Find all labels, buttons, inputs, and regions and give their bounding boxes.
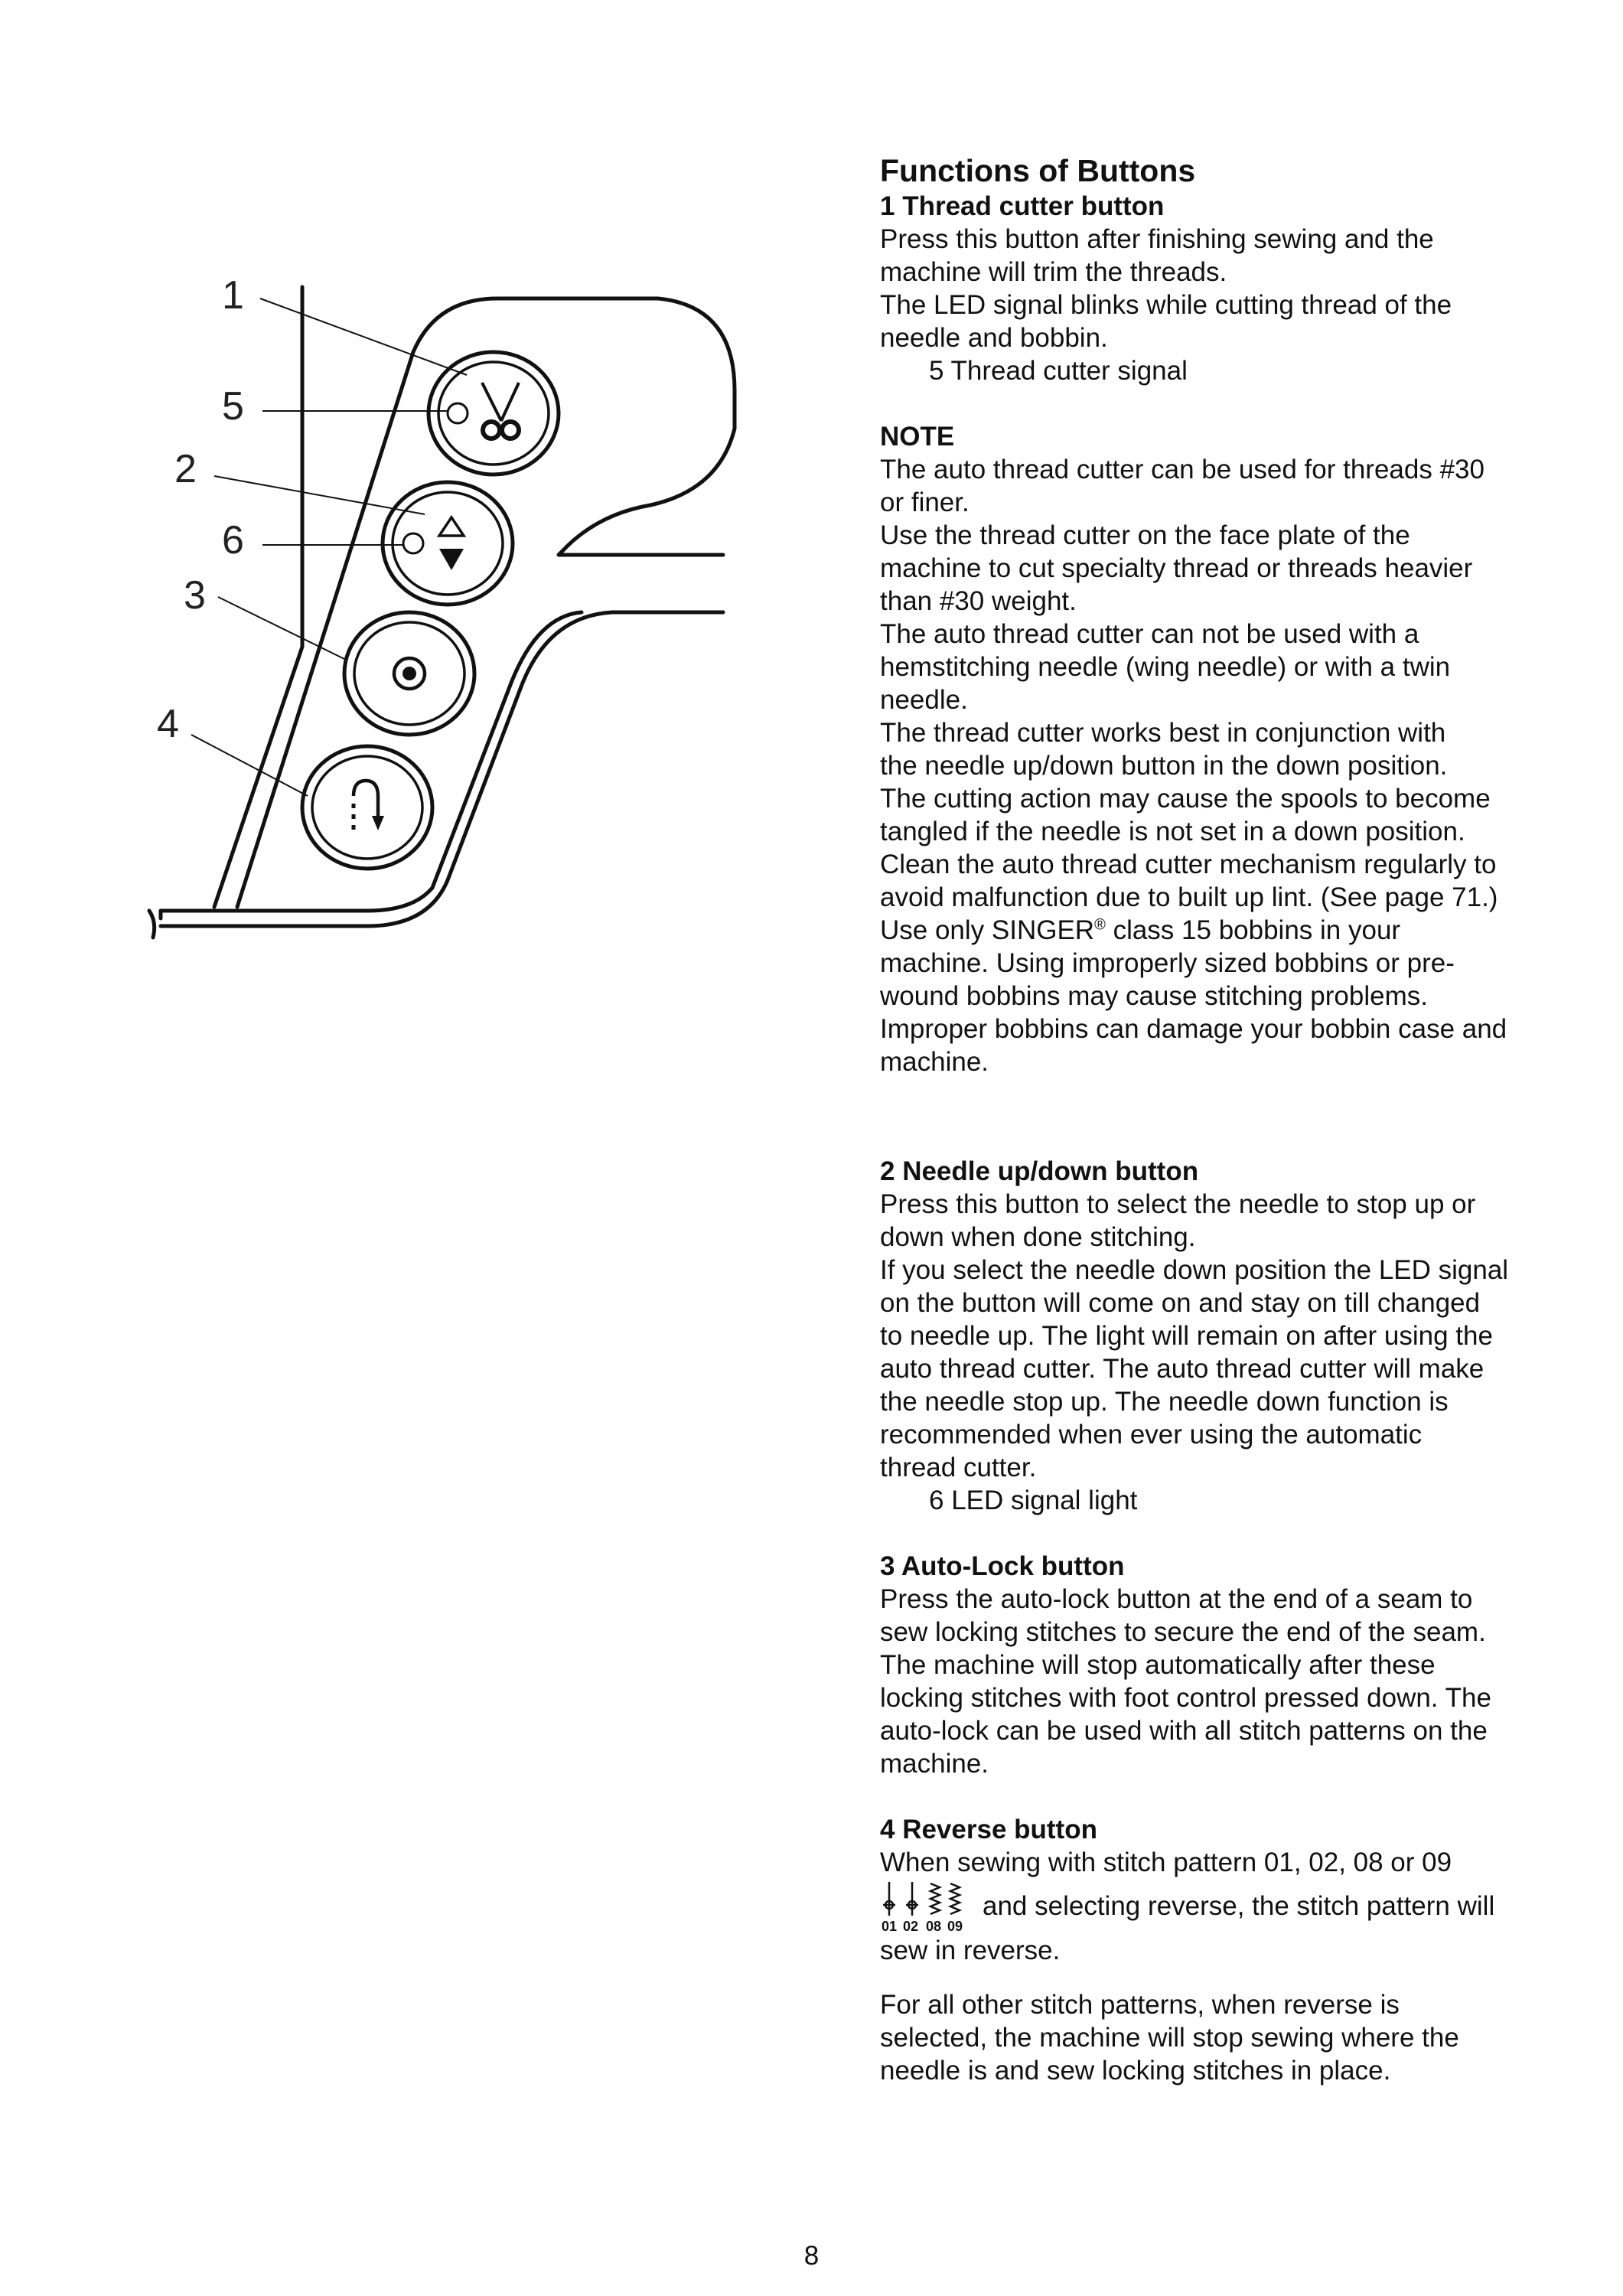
text-line: auto-lock can be used with all stitch patterns on the bbox=[880, 1716, 1488, 1746]
stitch-08-icon bbox=[930, 1883, 940, 1914]
thread-cutter-heading: 1 Thread cutter button bbox=[880, 191, 1165, 221]
text-line: Clean the auto thread cutter mechanism regularly to bbox=[880, 850, 1497, 879]
thread-cutter-led bbox=[448, 403, 468, 423]
registered-mark: ® bbox=[1094, 916, 1106, 934]
stitch-02-icon bbox=[906, 1882, 918, 1916]
callout-4: 4 bbox=[157, 702, 179, 746]
needle-heading: 2 Needle up/down button bbox=[880, 1156, 1199, 1186]
page-number: 8 bbox=[803, 2241, 820, 2271]
text-line: When sewing with stitch pattern 01, 02, 08 or 09 bbox=[880, 1848, 1452, 1877]
text-line: thread cutter. bbox=[880, 1453, 1037, 1482]
needle-led bbox=[403, 533, 423, 553]
text-line: auto thread cutter. The auto thread cutter will make bbox=[880, 1354, 1484, 1384]
page-title: Functions of Buttons bbox=[880, 153, 1196, 188]
text-line: hemstitching needle (wing needle) or with a twin bbox=[880, 652, 1451, 682]
text-line: machine to cut specialty thread or threads heavier bbox=[880, 553, 1473, 583]
text-line: sew in reverse. bbox=[880, 1936, 1061, 1965]
text-line: needle is and sew locking stitches in place. bbox=[880, 2056, 1391, 2086]
autolock-section bbox=[880, 1550, 1553, 1780]
stitch-code-01: 01 bbox=[882, 1919, 898, 1934]
reverse-heading: 4 Reverse button bbox=[880, 1815, 1097, 1844]
text-line: on the button will come on and stay on till changed bbox=[880, 1288, 1481, 1318]
stitch-pattern-icons bbox=[880, 1879, 978, 1934]
text-line: wound bobbins may cause stitching problems. bbox=[880, 981, 1428, 1011]
stitch-code-08: 08 bbox=[926, 1919, 942, 1934]
singer-text-after: class 15 bobbins in your bbox=[1105, 915, 1401, 945]
text-line: machine. bbox=[880, 1749, 989, 1779]
reverse-button-outer bbox=[302, 746, 432, 869]
stitch-code-09: 09 bbox=[947, 1919, 963, 1934]
text-line: than #30 weight. bbox=[880, 586, 1077, 616]
thread-cutter-section bbox=[880, 190, 1553, 387]
leader-1 bbox=[260, 298, 467, 375]
reverse-icon bbox=[354, 781, 384, 830]
note-section bbox=[880, 420, 1553, 1078]
needle-up-down-button-inner bbox=[393, 492, 503, 595]
text-line: The auto thread cutter can not be used with a bbox=[880, 619, 1419, 649]
text-line: needle and bobbin. bbox=[880, 323, 1108, 353]
text-line: the needle up/down button in the down position. bbox=[880, 751, 1448, 781]
text-line: or finer. bbox=[880, 488, 970, 517]
text-line: machine. Using improperly sized bobbins or pre- bbox=[880, 948, 1455, 978]
autolock-heading: 3 Auto-Lock button bbox=[880, 1551, 1125, 1581]
text-line: avoid malfunction due to built up lint. (See page 71.) bbox=[880, 882, 1498, 912]
text-line: recommended when ever using the automatic bbox=[880, 1420, 1423, 1450]
led-signal-caption: 6 LED signal light bbox=[929, 1486, 1138, 1515]
text-line: If you select the needle down position the LED signal bbox=[880, 1255, 1509, 1285]
text-line: Press this button to select the needle to stop up or bbox=[880, 1189, 1476, 1219]
reverse-section bbox=[880, 1813, 1553, 2087]
button-panel-diagram bbox=[0, 0, 857, 1010]
text-line: down when done stitching. bbox=[880, 1222, 1196, 1252]
text-line: to needle up. The light will remain on after using the bbox=[880, 1321, 1493, 1351]
needle-section bbox=[880, 1155, 1553, 1517]
stitch-09-icon bbox=[950, 1883, 960, 1914]
text-line: selected, the machine will stop sewing where the bbox=[880, 2023, 1459, 2053]
text-line: machine. bbox=[880, 1047, 989, 1077]
note-heading: NOTE bbox=[880, 422, 955, 452]
text-line: sew locking stitches to secure the end of the seam. bbox=[880, 1617, 1486, 1647]
text-line: The LED signal blinks while cutting thread of the bbox=[880, 290, 1452, 320]
text-line: The cutting action may cause the spools to become bbox=[880, 784, 1491, 814]
singer-bobbin-line bbox=[880, 914, 1553, 947]
needle-up-down-icon bbox=[439, 517, 464, 570]
callout-1: 1 bbox=[222, 273, 244, 318]
text-line: The machine will stop automatically after these bbox=[880, 1650, 1436, 1680]
stitch-01-icon bbox=[883, 1882, 895, 1916]
text-line: Improper bobbins can damage your bobbin case and bbox=[880, 1014, 1507, 1044]
machine-body-outline bbox=[214, 287, 302, 907]
text-line: Use the thread cutter on the face plate of the bbox=[880, 520, 1410, 550]
text-line: For all other stitch patterns, when reverse is bbox=[880, 1990, 1400, 2020]
thread-cutter-signal-caption: 5 Thread cutter signal bbox=[929, 356, 1188, 386]
scissors-icon bbox=[482, 383, 519, 439]
callout-3: 3 bbox=[184, 573, 206, 618]
text-line: The auto thread cutter can be used for threads #30 bbox=[880, 455, 1484, 484]
text-line: needle. bbox=[880, 685, 968, 715]
text-column bbox=[880, 152, 1553, 2087]
arm-curve-inner bbox=[161, 612, 582, 911]
text-line: Press the auto-lock button at the end of a seam to bbox=[880, 1584, 1473, 1614]
text-line: tangled if the needle is not set in a down position. bbox=[880, 817, 1465, 846]
text-line: machine will trim the threads. bbox=[880, 257, 1227, 287]
auto-lock-icon bbox=[394, 658, 425, 689]
callout-2: 2 bbox=[174, 447, 197, 491]
text-line: Press this button after finishing sewing and the bbox=[880, 224, 1434, 254]
stitch-code-02: 02 bbox=[903, 1919, 919, 1934]
text-line: the needle stop up. The needle down function is bbox=[880, 1387, 1449, 1417]
bed-edge bbox=[149, 911, 161, 938]
leader-2 bbox=[214, 476, 425, 514]
callout-5: 5 bbox=[222, 384, 244, 429]
text-line: The thread cutter works best in conjunction with bbox=[880, 718, 1446, 748]
reverse-button-inner bbox=[312, 756, 422, 859]
text-line: and selecting reverse, the stitch pattern will bbox=[983, 1891, 1495, 1921]
singer-text: Use only SINGER bbox=[880, 915, 1095, 945]
text-line: locking stitches with foot control pressed down. The bbox=[880, 1683, 1491, 1713]
callout-6: 6 bbox=[222, 518, 244, 563]
stitch-pattern-line bbox=[880, 1879, 1553, 1934]
thread-cutter-button-inner bbox=[438, 362, 549, 465]
